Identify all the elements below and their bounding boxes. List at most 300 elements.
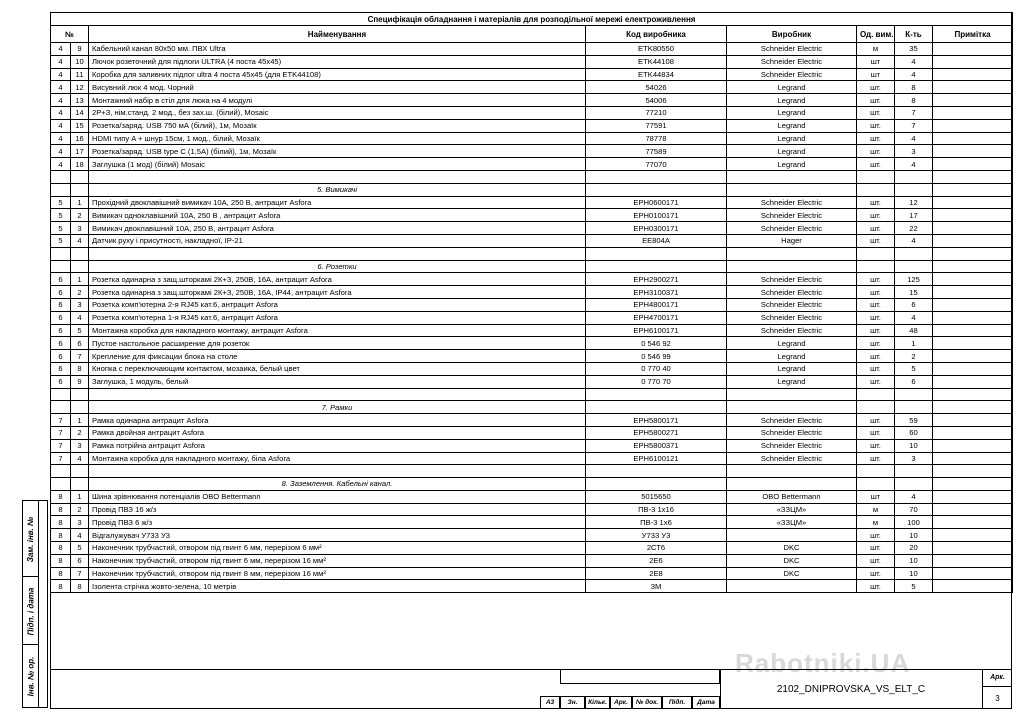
table-title: Специфікація обладнання і матеріалів для розподільної мережі електроживлення	[51, 13, 1013, 26]
cell-group: 8	[51, 503, 71, 516]
cell-position: 2	[71, 209, 89, 222]
cell-maker: Schneider Electric	[727, 68, 857, 81]
cell-group: 6	[51, 350, 71, 363]
cell-unit: шт.	[857, 554, 895, 567]
cell-qty: 6	[895, 298, 933, 311]
cell-name: Прохідний двоклавішний вимикач 10А, 250 В, антрацит Asfora	[89, 196, 586, 209]
section-title: 6. Розетки	[89, 260, 586, 273]
cell-name: Розетка одинарна з защ.шторкамі 2К+З, 250В, 16А, IP44, антрацит Asfora	[89, 286, 586, 299]
cell-maker: Schneider Electric	[727, 273, 857, 286]
cell-group: 5	[51, 209, 71, 222]
cell-code: 2Е8	[586, 567, 727, 580]
cell-code: EPH6100121	[586, 452, 727, 465]
cell-group: 7	[51, 452, 71, 465]
cell-group: 6	[51, 273, 71, 286]
cell-position: 6	[71, 554, 89, 567]
cell-maker: Legrand	[727, 94, 857, 107]
cell-group: 7	[51, 414, 71, 427]
stamp-sheet: Арк.	[610, 696, 632, 709]
cell-name: Рамка одинарна антрацит Asfora	[89, 414, 586, 427]
cell-position: 4	[71, 529, 89, 542]
cell-group: 6	[51, 324, 71, 337]
cell-name: Монтажна коробка для накладного монтажу, антрацит Asfora	[89, 324, 586, 337]
cell-qty: 7	[895, 119, 933, 132]
cell-position: 12	[71, 81, 89, 94]
cell-maker: Legrand	[727, 132, 857, 145]
cell-code: EPH5800271	[586, 426, 727, 439]
specification-table	[50, 12, 1013, 593]
cell-note	[933, 426, 1013, 439]
cell-qty: 5	[895, 580, 933, 593]
cell-unit: шт.	[857, 542, 895, 555]
cell-maker: Legrand	[727, 158, 857, 171]
stamp-count: Кільк.	[585, 696, 610, 709]
cell-position: 6	[71, 337, 89, 350]
section-row	[51, 260, 1013, 273]
table-row	[51, 337, 1013, 350]
cell-name: Розетка одинарна з защ.шторкамі 2К+З, 250В, 16А, антрацит Asfora	[89, 273, 586, 286]
cell-maker: Schneider Electric	[727, 286, 857, 299]
cell-position: 2	[71, 426, 89, 439]
table-row	[51, 567, 1013, 580]
cell-code: 54026	[586, 81, 727, 94]
cell-qty: 4	[895, 55, 933, 68]
cell-code: 0 770 70	[586, 375, 727, 388]
cell-note	[933, 222, 1013, 235]
cell-code: ETK44834	[586, 68, 727, 81]
table-row	[51, 196, 1013, 209]
cell-unit: шт	[857, 490, 895, 503]
blank-row	[51, 170, 1013, 183]
cell-maker: «ЗЗЦМ»	[727, 516, 857, 529]
cell-unit: шт	[857, 68, 895, 81]
cell-maker: Schneider Electric	[727, 209, 857, 222]
cell-name: Крепление для фиксации блока на столе	[89, 350, 586, 363]
cell-position: 8	[71, 580, 89, 593]
cell-note	[933, 439, 1013, 452]
cell-group: 4	[51, 81, 71, 94]
cell-unit: шт.	[857, 414, 895, 427]
cell-unit: шт.	[857, 426, 895, 439]
cell-qty: 35	[895, 43, 933, 56]
cell-name: Провід ПВЗ 6 ж/з	[89, 516, 586, 529]
cell-maker: Schneider Electric	[727, 298, 857, 311]
header-num: №	[51, 26, 89, 43]
table-row	[51, 145, 1013, 158]
table-row	[51, 55, 1013, 68]
table-row	[51, 94, 1013, 107]
cell-name: Вимикач одноклавішний 10А, 250 В , антрацит Asfora	[89, 209, 586, 222]
cell-code: 78778	[586, 132, 727, 145]
cell-maker: Schneider Electric	[727, 222, 857, 235]
cell-maker: Legrand	[727, 106, 857, 119]
cell-code: EPH5800171	[586, 414, 727, 427]
cell-code: EPH4700171	[586, 311, 727, 324]
cell-qty: 10	[895, 567, 933, 580]
cell-unit: шт.	[857, 158, 895, 171]
cell-name: Розетка комп'ютерна 1-я RJ45 кат.6, антрацит Asfora	[89, 311, 586, 324]
cell-code: ПВ-3 1x6	[586, 516, 727, 529]
section-row	[51, 478, 1013, 491]
cell-qty: 1	[895, 337, 933, 350]
cell-unit: шт.	[857, 439, 895, 452]
cell-qty: 48	[895, 324, 933, 337]
cell-qty: 12	[895, 196, 933, 209]
cell-code: 2СТ6	[586, 542, 727, 555]
cell-unit: шт.	[857, 337, 895, 350]
cell-group: 7	[51, 426, 71, 439]
cell-qty: 60	[895, 426, 933, 439]
cell-maker: Schneider Electric	[727, 43, 857, 56]
cell-group: 4	[51, 145, 71, 158]
cell-unit: м	[857, 516, 895, 529]
cell-name: Наконечник трубчастий, отвором під гвинт 6 мм, перерізом 6 мм²	[89, 542, 586, 555]
cell-qty: 22	[895, 222, 933, 235]
cell-maker: Schneider Electric	[727, 324, 857, 337]
table-row	[51, 426, 1013, 439]
table-row	[51, 490, 1013, 503]
cell-position: 5	[71, 324, 89, 337]
cell-position: 4	[71, 311, 89, 324]
blank-row	[51, 388, 1013, 401]
cell-note	[933, 375, 1013, 388]
cell-group: 8	[51, 490, 71, 503]
cell-code: ПВ-3 1x16	[586, 503, 727, 516]
sheet-number: 3	[982, 687, 1012, 709]
cell-position: 7	[71, 350, 89, 363]
cell-code: 0 770 40	[586, 362, 727, 375]
cell-name: Заглушка (1 мод) (білий) Mosaic	[89, 158, 586, 171]
cell-note	[933, 158, 1013, 171]
cell-note	[933, 311, 1013, 324]
table-row	[51, 414, 1013, 427]
cell-qty: 10	[895, 529, 933, 542]
cell-qty: 8	[895, 81, 933, 94]
cell-group: 5	[51, 234, 71, 247]
cell-qty: 3	[895, 452, 933, 465]
cell-code: EPH5800371	[586, 439, 727, 452]
cell-maker: «ЗЗЦМ»	[727, 503, 857, 516]
cell-unit: шт.	[857, 350, 895, 363]
cell-unit: шт.	[857, 196, 895, 209]
cell-note	[933, 132, 1013, 145]
cell-note	[933, 43, 1013, 56]
table-row	[51, 81, 1013, 94]
cell-name: Наконечник трубчастий, отвором під гвинт 6 мм, перерізом 16 мм²	[89, 554, 586, 567]
header-qty: К-ть	[895, 26, 933, 43]
cell-maker: Legrand	[727, 350, 857, 363]
cell-code: 3М	[586, 580, 727, 593]
table-row	[51, 529, 1013, 542]
cell-note	[933, 286, 1013, 299]
cell-name: Датчик руху і присутності, накладної, IP-21	[89, 234, 586, 247]
cell-code: ETK44108	[586, 55, 727, 68]
cell-maker: OBO Bettermann	[727, 490, 857, 503]
cell-group: 5	[51, 222, 71, 235]
cell-code: 5015650	[586, 490, 727, 503]
cell-unit: шт.	[857, 209, 895, 222]
cell-maker: Schneider Electric	[727, 311, 857, 324]
cell-name: Коробка для заливних підлог ultra 4 поста 45x45 (для ETK44108)	[89, 68, 586, 81]
cell-maker: Schneider Electric	[727, 452, 857, 465]
cell-qty: 59	[895, 414, 933, 427]
table-row	[51, 542, 1013, 555]
cell-qty: 5	[895, 362, 933, 375]
cell-position: 14	[71, 106, 89, 119]
cell-code: EPH0100171	[586, 209, 727, 222]
table-row	[51, 158, 1013, 171]
section-row	[51, 401, 1013, 414]
blank-row	[51, 465, 1013, 478]
document-code: 2102_DNIPROVSKA_VS_ELT_C	[776, 683, 926, 695]
cell-name: Розетка/заряд. USB 750 мА (білий), 1м, Мозаїк	[89, 119, 586, 132]
cell-name: Монтажний набір в стіл для люка на 4 модулі	[89, 94, 586, 107]
stamp-doc-no: № док.	[632, 696, 662, 709]
table-row	[51, 503, 1013, 516]
cell-unit: шт.	[857, 132, 895, 145]
cell-qty: 10	[895, 439, 933, 452]
cell-position: 3	[71, 298, 89, 311]
cell-code: EPH4800171	[586, 298, 727, 311]
cell-name: Рамка двойная антрацит Asfora	[89, 426, 586, 439]
cell-code: EPH3100371	[586, 286, 727, 299]
cell-unit: шт.	[857, 452, 895, 465]
cell-qty: 2	[895, 350, 933, 363]
cell-maker	[727, 580, 857, 593]
table-row	[51, 362, 1013, 375]
stamp-signature: Підп.	[662, 696, 692, 709]
cell-position: 17	[71, 145, 89, 158]
cell-position: 3	[71, 439, 89, 452]
cell-qty: 4	[895, 311, 933, 324]
cell-position: 8	[71, 362, 89, 375]
cell-group: 6	[51, 375, 71, 388]
cell-name: Рамка потрійна антрацит Asfora	[89, 439, 586, 452]
table-row	[51, 43, 1013, 56]
cell-name: Вимикач двоклавішний 10А, 250 В, антрацит Asfora	[89, 222, 586, 235]
cell-unit: м	[857, 43, 895, 56]
header-name: Найменування	[89, 26, 586, 43]
stamp-inv-replace: Зам. інв. №	[26, 516, 36, 562]
cell-position: 1	[71, 273, 89, 286]
cell-name: Розетка/заряд. USB type C (1.5A) (білий), 1м, Мозаїк	[89, 145, 586, 158]
cell-unit: шт.	[857, 145, 895, 158]
cell-position: 9	[71, 43, 89, 56]
cell-group: 7	[51, 439, 71, 452]
cell-note	[933, 490, 1013, 503]
cell-note	[933, 452, 1013, 465]
table-row	[51, 286, 1013, 299]
cell-code: EPH0600171	[586, 196, 727, 209]
left-stamp-divider	[38, 500, 50, 708]
cell-position: 4	[71, 452, 89, 465]
cell-name: Заглушка, 1 модуль, белый	[89, 375, 586, 388]
cell-code: ETK80550	[586, 43, 727, 56]
stamp-change: Зн.	[560, 696, 585, 709]
cell-position: 2	[71, 503, 89, 516]
cell-name: Пустое настольное расширение для розеток	[89, 337, 586, 350]
cell-unit: шт.	[857, 106, 895, 119]
cell-name: Розетка комп'ютерна 2-я RJ45 кат.6, антрацит Asfora	[89, 298, 586, 311]
cell-unit: шт.	[857, 119, 895, 132]
cell-group: 4	[51, 55, 71, 68]
table-row	[51, 234, 1013, 247]
cell-group: 6	[51, 362, 71, 375]
cell-group: 8	[51, 580, 71, 593]
cell-position: 1	[71, 490, 89, 503]
header-code: Код виробника	[586, 26, 727, 43]
cell-code: 2Е6	[586, 554, 727, 567]
cell-maker: Legrand	[727, 81, 857, 94]
stamp-format: А3	[540, 696, 560, 709]
table-row	[51, 68, 1013, 81]
cell-unit: шт.	[857, 234, 895, 247]
cell-qty: 4	[895, 234, 933, 247]
cell-note	[933, 273, 1013, 286]
cell-name: Кнопка с переключающим контактом, мозаика, белый цвет	[89, 362, 586, 375]
cell-note	[933, 68, 1013, 81]
stamp-date: Дата	[692, 696, 720, 709]
cell-code: 77210	[586, 106, 727, 119]
table-row	[51, 209, 1013, 222]
cell-unit: шт.	[857, 324, 895, 337]
cell-note	[933, 516, 1013, 529]
cell-group: 4	[51, 68, 71, 81]
cell-name: Ізолента стрічка жовто-зелена, 10 метрів	[89, 580, 586, 593]
cell-note	[933, 503, 1013, 516]
cell-code: 0 546 99	[586, 350, 727, 363]
stamp-empty-row-1	[560, 669, 720, 683]
cell-maker: Legrand	[727, 375, 857, 388]
cell-qty: 10	[895, 554, 933, 567]
table-row	[51, 439, 1013, 452]
cell-qty: 4	[895, 158, 933, 171]
cell-unit: шт.	[857, 362, 895, 375]
cell-position: 3	[71, 516, 89, 529]
cell-maker: DKC	[727, 567, 857, 580]
cell-code: EPH0300171	[586, 222, 727, 235]
cell-code: EE804A	[586, 234, 727, 247]
cell-note	[933, 362, 1013, 375]
cell-unit: шт.	[857, 375, 895, 388]
table-row	[51, 324, 1013, 337]
cell-qty: 6	[895, 375, 933, 388]
cell-name: Відгалужувач У733 У3	[89, 529, 586, 542]
cell-qty: 4	[895, 132, 933, 145]
cell-maker: DKC	[727, 554, 857, 567]
cell-maker: Schneider Electric	[727, 426, 857, 439]
cell-group: 8	[51, 542, 71, 555]
cell-name: Лючок розеточний для підлоги ULTRA (4 поста 45x45)	[89, 55, 586, 68]
cell-group: 4	[51, 106, 71, 119]
table-row	[51, 452, 1013, 465]
cell-group: 6	[51, 337, 71, 350]
cell-note	[933, 209, 1013, 222]
cell-maker: Legrand	[727, 119, 857, 132]
cell-maker: Legrand	[727, 362, 857, 375]
header-note: Примітка	[933, 26, 1013, 43]
cell-unit: шт.	[857, 222, 895, 235]
cell-group: 4	[51, 43, 71, 56]
cell-maker: Legrand	[727, 145, 857, 158]
cell-unit: шт.	[857, 567, 895, 580]
cell-note	[933, 350, 1013, 363]
section-title: 5. Вимикачі	[89, 183, 586, 196]
cell-qty: 125	[895, 273, 933, 286]
cell-unit: шт.	[857, 311, 895, 324]
cell-qty: 70	[895, 503, 933, 516]
cell-note	[933, 81, 1013, 94]
cell-code: EPH2900271	[586, 273, 727, 286]
table-row	[51, 222, 1013, 235]
cell-position: 2	[71, 286, 89, 299]
cell-name: Провід ПВЗ 16 ж/з	[89, 503, 586, 516]
table-row	[51, 580, 1013, 593]
cell-qty: 8	[895, 94, 933, 107]
cell-position: 4	[71, 234, 89, 247]
cell-group: 8	[51, 567, 71, 580]
cell-position: 5	[71, 542, 89, 555]
cell-code: EPH6100171	[586, 324, 727, 337]
cell-code: 54006	[586, 94, 727, 107]
table-row	[51, 298, 1013, 311]
section-row	[51, 183, 1013, 196]
cell-unit: м	[857, 503, 895, 516]
cell-group: 8	[51, 554, 71, 567]
cell-group: 4	[51, 158, 71, 171]
table-row	[51, 119, 1013, 132]
cell-position: 1	[71, 414, 89, 427]
cell-position: 15	[71, 119, 89, 132]
cell-code: 77070	[586, 158, 727, 171]
cell-code: 77589	[586, 145, 727, 158]
cell-code: 77591	[586, 119, 727, 132]
cell-group: 4	[51, 119, 71, 132]
section-title: 8. Заземлення. Кабельні канал.	[89, 478, 586, 491]
cell-unit: шт.	[857, 286, 895, 299]
cell-maker: Schneider Electric	[727, 439, 857, 452]
table-row	[51, 554, 1013, 567]
cell-maker: Legrand	[727, 337, 857, 350]
cell-position: 10	[71, 55, 89, 68]
cell-note	[933, 554, 1013, 567]
cell-position: 3	[71, 222, 89, 235]
cell-group: 5	[51, 196, 71, 209]
cell-qty: 4	[895, 490, 933, 503]
cell-name: Шина зрівнювання потенціалів OBO Bettermann	[89, 490, 586, 503]
cell-note	[933, 145, 1013, 158]
cell-group: 4	[51, 132, 71, 145]
cell-note	[933, 94, 1013, 107]
blank-row	[51, 247, 1013, 260]
stamp-row-line	[560, 683, 720, 684]
sheet-label: Арк.	[982, 669, 1012, 687]
cell-unit: шт.	[857, 273, 895, 286]
cell-maker: Schneider Electric	[727, 414, 857, 427]
stamp-signature-date: Підп. і дата	[26, 587, 36, 635]
cell-qty: 3	[895, 145, 933, 158]
cell-maker: Hager	[727, 234, 857, 247]
cell-note	[933, 529, 1013, 542]
cell-note	[933, 106, 1013, 119]
cell-group: 8	[51, 529, 71, 542]
cell-name: Кабельний канал 80x50 мм. ПВХ Ultra	[89, 43, 586, 56]
cell-note	[933, 337, 1013, 350]
cell-name: 2Р+З, нім.станд. 2 мод., без зах.ш. (білий), Mosaic	[89, 106, 586, 119]
cell-unit: шт.	[857, 81, 895, 94]
cell-note	[933, 196, 1013, 209]
cell-position: 18	[71, 158, 89, 171]
